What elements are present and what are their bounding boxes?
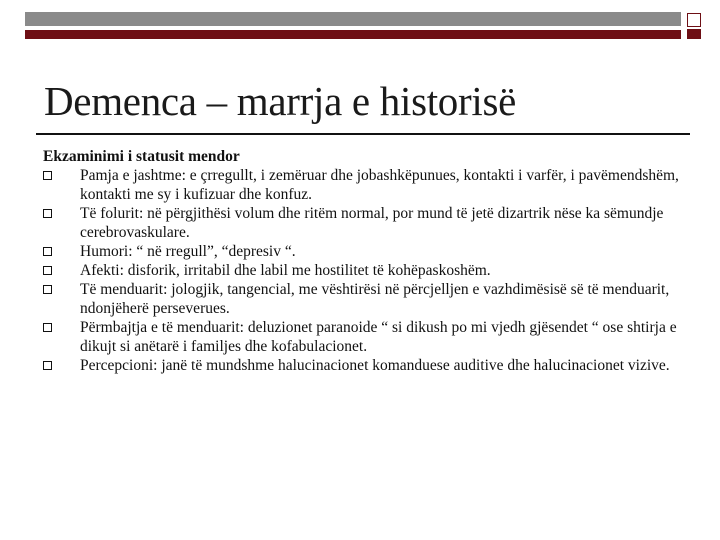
corner-square-outline <box>687 13 701 27</box>
list-item <box>43 242 693 261</box>
bullet-text: Përmbajtja e të menduarit: deluzionet paranoide “ si dikush po mi vjedh gjësendet “ ose shtirja e dikujt si anëtarë i familjes dhe kofabulacionet. <box>80 319 677 355</box>
list-item <box>43 280 693 318</box>
checkbox-bullet-icon <box>43 323 52 332</box>
top-decorative-bar <box>25 12 681 26</box>
list-item <box>43 356 693 375</box>
checkbox-bullet-icon <box>43 247 52 256</box>
bullet-list <box>43 166 693 375</box>
slide-title: Demenca – marrja e historisë <box>44 78 517 124</box>
bullet-text: Percepcioni: janë të mundshme halucinacionet komanduese auditive dhe halucinacionet vizive. <box>80 357 670 374</box>
bullet-text: Humori: “ në rregull”, “depresiv “. <box>80 243 296 260</box>
bullet-text: Pamja e jashtme: e çrregullt, i zemëruar dhe jobashkëpunues, kontakti i varfër, i pavëmendshëm, kontakti me sy i kufizuar dhe konfuz. <box>80 167 679 203</box>
list-item <box>43 204 693 242</box>
corner-square-filled <box>687 29 701 39</box>
bullet-text: Të folurit: në përgjithësi volum dhe ritëm normal, por mund të jetë dizartrik nëse ka sëmundje cerebrovaskulare. <box>80 205 664 241</box>
checkbox-bullet-icon <box>43 266 52 275</box>
bullet-text: Të menduarit: jologjik, tangencial, me vështirësi në përcjelljen e vazhdimësisë së të menduarit, ndonjëherë perseverues. <box>80 281 670 317</box>
list-item <box>43 318 693 356</box>
list-item <box>43 261 693 280</box>
checkbox-bullet-icon <box>43 209 52 218</box>
checkbox-bullet-icon <box>43 361 52 370</box>
top-accent-bar <box>25 30 681 39</box>
checkbox-bullet-icon <box>43 171 52 180</box>
slide-content <box>43 147 693 375</box>
bullet-text: Afekti: disforik, irritabil dhe labil me hostilitet të kohëpaskoshëm. <box>80 262 491 279</box>
section-heading: Ekzaminimi i statusit mendor <box>43 148 240 165</box>
list-item <box>43 166 693 204</box>
checkbox-bullet-icon <box>43 285 52 294</box>
title-divider <box>36 133 690 135</box>
